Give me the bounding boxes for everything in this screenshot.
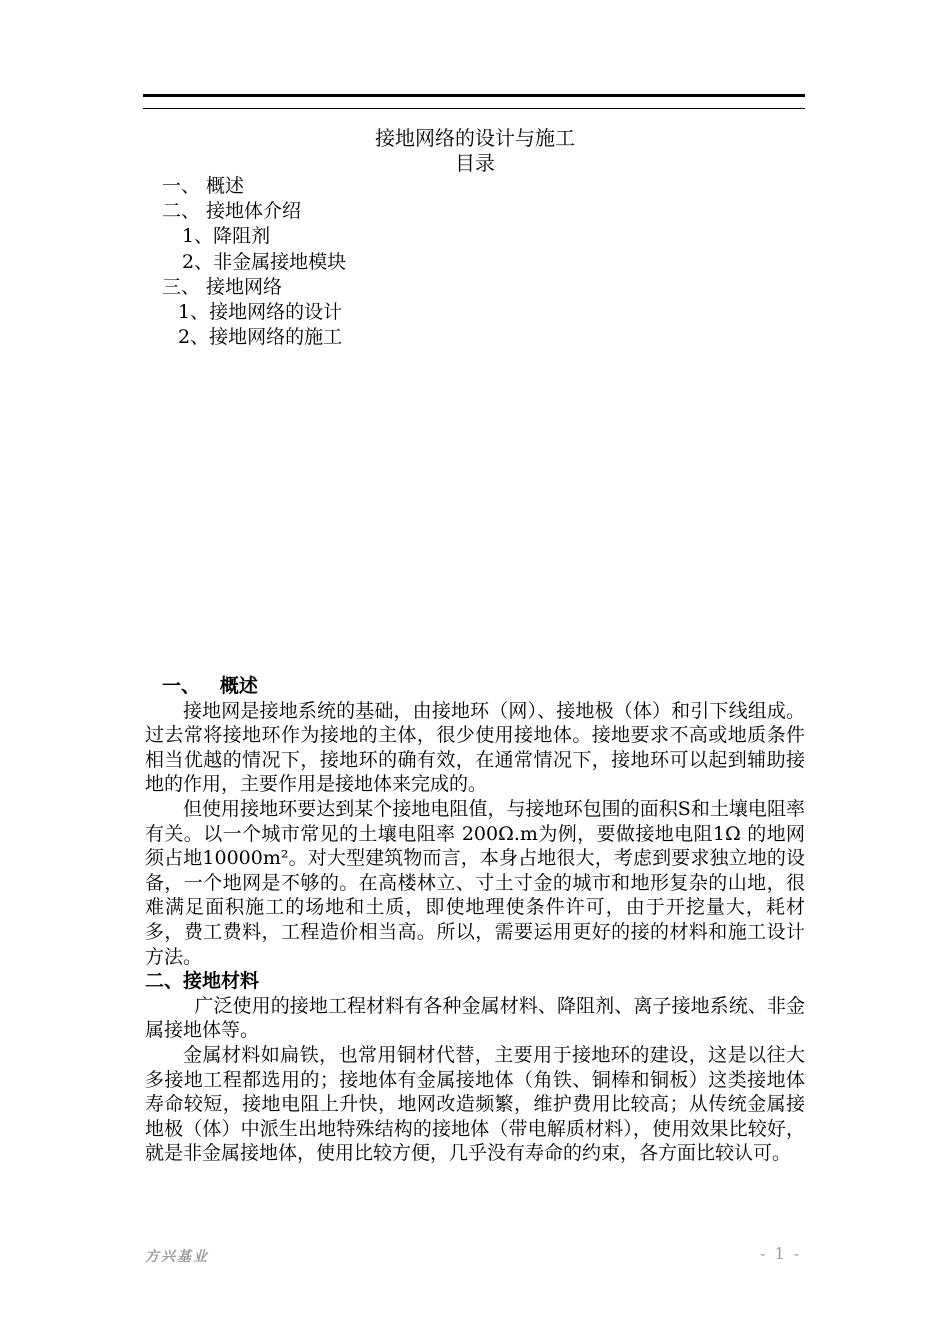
paragraph: 金属材料如扁铁，也常用铜材代替，主要用于接地环的建设，这是以往大多接地工程都选用的；接地体有金属接地体（角铁、铜棒和铜板）这类接地体寿命较短，接地电阻上升快，地网改造频繁，维护费用比较高；从传统金属接地极（体）中派生出地特殊结构的接地体（带电解质材料），使用效果比较好，就是非金属接地体，使用比较方便，几乎没有寿命的约束，各方面比较认可。	[145, 1043, 805, 1165]
toc-item-overview: 一、 概述	[162, 175, 245, 197]
toc-item-resistance-agent: 1、降阻剂	[182, 225, 271, 247]
section-heading-overview: 一、 概述	[162, 675, 258, 697]
toc-item-grounding-network: 三、 接地网络	[162, 276, 283, 298]
paragraph: 但使用接地环要达到某个接地电阻值，与接地环包围的面积S和土壤电阻率有关。以一个城市常见的土壤电阻率 200Ω.m为例，要做接地电阻1Ω 的地网须占地10000m²。对大型建筑物而言，本身占地很大，考虑到要求独立地的设备，一个地网是不够的。在高楼林立、寸土寸金的城市和地形复杂的山地，很难满足面积施工的场地和土质，即使地理使条件许可，由于开挖量大，耗材多，费工费料，工程造价相当高。所以，需要运用更好的接的材料和施工设计方法。	[145, 797, 805, 968]
toc-item-network-construction: 2、接地网络的施工	[178, 326, 343, 348]
paragraph: 接地网是接地系统的基础，由接地环（网）、接地极（体）和引下线组成。过去常将接地环作为接地的主体，很少使用接地体。接地要求不高或地质条件相当优越的情况下，接地环的确有效，在通常情况下，接地环可以起到辅助接地的作用，主要作用是接地体来完成的。	[145, 699, 805, 796]
document-title: 接地网络的设计与施工	[375, 126, 575, 150]
header-rule-thin	[143, 108, 805, 109]
toc-item-grounding-body: 二、 接地体介绍	[162, 200, 302, 222]
footer-company-name: 方兴基业	[145, 1249, 209, 1265]
paragraph: 广泛使用的接地工程材料有各种金属材料、降阻剂、离子接地系统、非金属接地体等。	[145, 994, 805, 1042]
header-rule-thick	[143, 94, 805, 97]
toc-title: 目录	[455, 151, 495, 175]
toc-item-nonmetal-module: 2、非金属接地模块	[182, 251, 347, 273]
toc-item-network-design: 1、接地网络的设计	[178, 301, 343, 323]
section-heading-materials: 二、接地材料	[145, 970, 260, 993]
page-number: - 1 -	[760, 1244, 802, 1263]
document-body	[145, 674, 805, 1166]
